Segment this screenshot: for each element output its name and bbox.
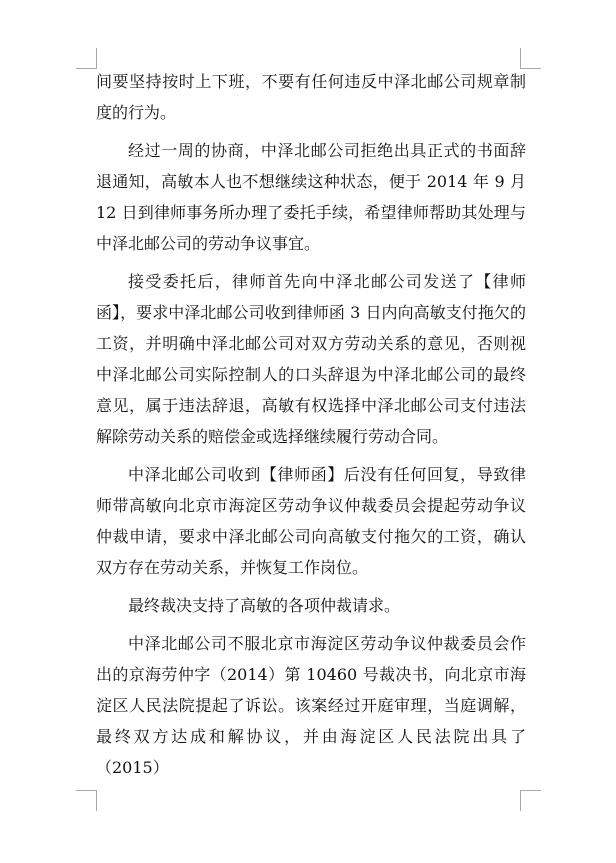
crop-mark-bottom-right [520, 790, 541, 811]
paragraph-continuation: 间要坚持按时上下班，不要有任何违反中泽北邮公司规章制度的行为。 [96, 72, 526, 122]
crop-mark-bottom-left [76, 790, 97, 811]
crop-mark-top-left [76, 48, 97, 69]
paragraph-lawsuit: 中泽北邮公司不服北京市海淀区劳动争议仲裁委员会作出的京海劳仲字（2014）第 10460 号裁决书，向北京市海淀区人民法院提起了诉讼。该案经过开庭审理，当庭调解，最终双方达成和解协议，并由海淀区人民法院出具了（2015） [96, 634, 526, 777]
document-body [96, 66, 526, 783]
paragraph-ruling: 最终裁决支持了高敏的各项仲裁请求。 [128, 596, 401, 615]
paragraph-lawyer-letter: 接受委托后，律师首先向中泽北邮公司发送了【律师函】，要求中泽北邮公司收到律师函 3 日内向高敏支付拖欠的工资，并明确中泽北邮公司对双方劳动关系的意见，否则视中泽北邮公司实际控制人的口头辞退为中泽北邮公司的最终意见，属于违法辞退，高敏有权选择中泽北邮公司支付违法解除劳动关系的赔偿金或选择继续履行劳动合同。 [96, 272, 526, 446]
paragraph-negotiation: 经过一周的协商，中泽北邮公司拒绝出具正式的书面辞退通知，高敏本人也不想继续这种状态，便于 2014 年 9 月 12 日到律师事务所办理了委托手续，希望律师帮助其处理与中泽北邮公司的劳动争议事宜。 [96, 141, 526, 253]
paragraph-arbitration: 中泽北邮公司收到【律师函】后没有任何回复，导致律师带高敏向北京市海淀区劳动争议仲裁委员会提起劳动争议仲裁申请，要求中泽北邮公司向高敏支付拖欠的工资，确认双方存在劳动关系，并恢复工作岗位。 [96, 465, 526, 577]
